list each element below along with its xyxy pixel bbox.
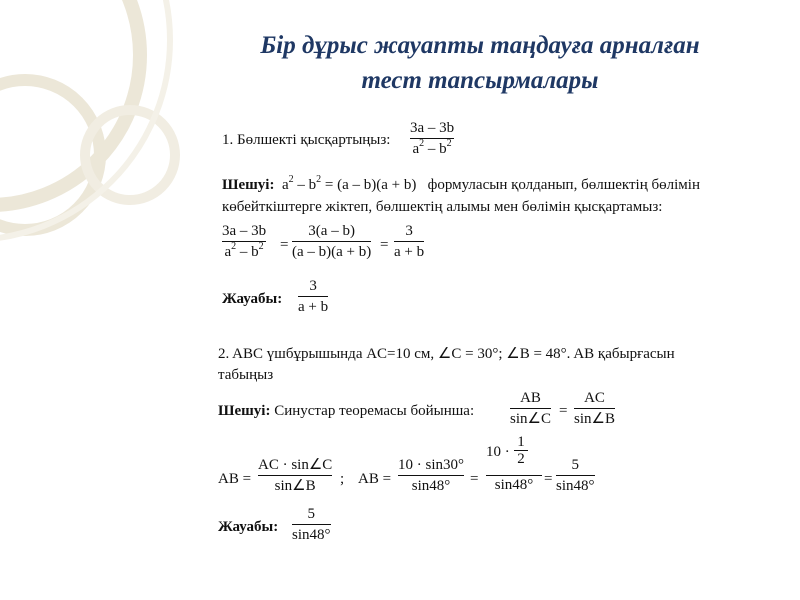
- equals-sign: =: [544, 471, 553, 487]
- task2-sine-fraction-2: [574, 389, 615, 428]
- task2-answer-fraction: [292, 505, 331, 544]
- task2-formula-fraction: [258, 456, 332, 495]
- numerator: AB: [520, 390, 541, 406]
- denominator: a + b: [298, 299, 329, 315]
- task1-answer-fraction: [298, 277, 328, 316]
- task1-answer-label: Жауабы:: [222, 291, 283, 307]
- task1-question-fraction: [410, 119, 454, 160]
- equals-sign: =: [380, 237, 389, 253]
- task1-step-fraction-3: [394, 222, 424, 261]
- ab-lhs-2: AB =: [358, 471, 392, 487]
- equals-sign: =: [470, 471, 479, 487]
- denominator: (a – b)(a + b): [292, 244, 372, 260]
- task1-step-fraction-1: [222, 222, 266, 263]
- formula: $a^2 - b^2 = (a - b)(a + b)$: [281, 174, 417, 193]
- task2-sine-fraction-1: [510, 389, 551, 428]
- numerator: 3: [309, 278, 317, 294]
- half-fraction: 1 2: [514, 434, 528, 467]
- semicolon: ;: [340, 471, 345, 487]
- solution-label: Шешуі:: [222, 177, 275, 193]
- denominator: $a^2 - b^2$: [412, 138, 452, 157]
- numerator: 3a – 3b: [222, 223, 267, 239]
- task1-solution-line1: [222, 176, 700, 196]
- numerator: AC: [584, 390, 605, 406]
- ab-lhs: AB =: [218, 471, 252, 487]
- task2-value-fraction: [398, 456, 464, 495]
- denominator: sin∠C: [510, 411, 551, 427]
- equals-sign: =: [280, 237, 289, 253]
- denominator: a + b: [394, 244, 425, 260]
- title-line-1: Бір дұрыс жауапты таңдауға арналған: [260, 32, 700, 59]
- denominator: $a^2 - b^2$: [224, 241, 264, 260]
- task1-solution-line2: көбейткіштерге жіктеп, бөлшектің алымы мен бөлімін қысқартамыз:: [222, 199, 663, 215]
- numerator: 5: [307, 506, 315, 522]
- solution-label: Шешуі:: [218, 403, 271, 419]
- task1-question: 1. Бөлшекті қысқартыңыз:: [222, 132, 391, 148]
- numerator: 10 · sin30°: [398, 457, 464, 473]
- denominator: sin∠B: [574, 411, 615, 427]
- numerator: AC · sin∠C: [258, 457, 333, 473]
- solution-text: Синустар теоремасы бойынша:: [274, 403, 475, 419]
- task2-nested-fraction: [486, 434, 542, 494]
- task2-question-line1: 2. ABC үшбұрышында AC=10 см, ∠C = 30°; ∠B = 48°. AB қабырғасын: [218, 346, 675, 362]
- numerator: 3a – 3b: [410, 120, 455, 136]
- numerator: 3(a – b): [308, 223, 355, 239]
- task2-answer-label: Жауабы:: [218, 519, 279, 535]
- denominator: sin48°: [556, 478, 595, 494]
- numerator-factor: 10 ·: [486, 444, 510, 460]
- task2-result-fraction: [556, 456, 595, 495]
- task2-solution-line: [218, 402, 474, 420]
- title-line-2: тест тапсырмалары: [361, 67, 599, 94]
- task2-question-line2: табыңыз: [218, 367, 274, 383]
- denominator: sin∠B: [274, 478, 316, 494]
- equals-sign: =: [559, 403, 568, 419]
- solution-text: формуласын қолданып, бөлшектің бөлімін: [427, 177, 700, 193]
- numerator: 5: [571, 457, 579, 473]
- page-title: [200, 28, 760, 98]
- denominator: sin48°: [494, 477, 534, 493]
- numerator: 3: [405, 223, 413, 239]
- denominator: sin48°: [292, 527, 331, 543]
- task1-step-fraction-2: [292, 222, 371, 261]
- denominator: sin48°: [411, 478, 451, 494]
